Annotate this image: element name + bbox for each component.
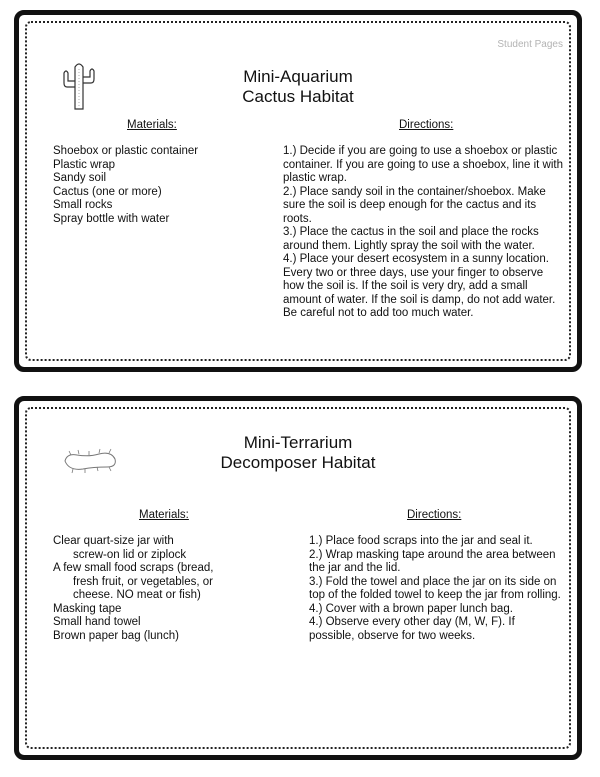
list-item bbox=[53, 562, 293, 603]
list-item: Spray bottle with water bbox=[53, 212, 170, 225]
direction-step: 1.) Decide if you are going to use a shoebox or plastic container. If you are going to use a shoebox, line it with plastic wrap. bbox=[283, 145, 564, 184]
student-pages-label: Student Pages bbox=[497, 39, 563, 50]
list-item: Small hand towel bbox=[53, 616, 141, 628]
directions-heading: Directions: bbox=[407, 509, 462, 521]
title-line-1: Mini-Aquarium bbox=[243, 67, 353, 86]
list-item: Cactus (one or more) bbox=[53, 185, 162, 198]
cactus-habitat-title bbox=[19, 67, 577, 107]
material-sub: fresh fruit, or vegetables, or bbox=[73, 575, 213, 588]
materials-heading: Materials: bbox=[139, 509, 189, 521]
direction-step: 4.) Cover with a brown paper lunch bag. bbox=[309, 602, 513, 615]
title-line-2: Decomposer Habitat bbox=[220, 453, 376, 472]
list-item: Masking tape bbox=[53, 602, 122, 615]
direction-step: 4.) Place your desert ecosystem in a sunny location. Every two or three days, use your finger to observe how the soil is. If the soil is very dry, add a small amount of water. If the soil is damp, do not add water. Be careful not to add too much water. bbox=[283, 253, 556, 319]
title-line-1: Mini-Terrarium bbox=[243, 433, 353, 452]
material-sub: screw-on lid or ziplock bbox=[73, 548, 187, 561]
list-item bbox=[53, 535, 293, 562]
materials-list bbox=[53, 145, 273, 226]
cactus-habitat-card bbox=[14, 10, 582, 372]
direction-step: 2.) Place sandy soil in the container/shoebox. Make sure the soil is deep enough for the cactus and its roots. bbox=[283, 185, 546, 225]
material-sub: cheese. NO meat or fish) bbox=[73, 589, 201, 601]
decomposer-habitat-title bbox=[19, 433, 577, 473]
direction-step: 1.) Place food scraps into the jar and seal it. bbox=[309, 535, 533, 547]
directions-heading: Directions: bbox=[399, 119, 454, 131]
direction-step: 4.) Observe every other day (M, W, F). If possible, observe for two weeks. bbox=[309, 616, 515, 642]
list-item: Small rocks bbox=[53, 199, 113, 211]
title-line-2: Cactus Habitat bbox=[242, 87, 354, 106]
list-item: Shoebox or plastic container bbox=[53, 145, 199, 157]
decomposer-habitat-card bbox=[14, 396, 582, 760]
materials-list bbox=[53, 535, 293, 643]
directions-list bbox=[309, 535, 561, 643]
material-main: A few small food scraps (bread, bbox=[53, 562, 214, 574]
directions-list bbox=[283, 145, 565, 321]
list-item: Sandy soil bbox=[53, 172, 107, 184]
direction-step: 2.) Wrap masking tape around the area between the jar and the lid. bbox=[309, 548, 556, 574]
material-main: Clear quart-size jar with bbox=[53, 535, 174, 547]
materials-heading: Materials: bbox=[127, 119, 177, 131]
list-item: Plastic wrap bbox=[53, 158, 115, 171]
direction-step: 3.) Fold the towel and place the jar on its side on top of the folded towel to keep the jar from rolling. bbox=[309, 575, 561, 601]
direction-step: 3.) Place the cactus in the soil and place the rocks around them. Lightly spray the soil with the water. bbox=[283, 226, 539, 252]
list-item: Brown paper bag (lunch) bbox=[53, 629, 179, 642]
